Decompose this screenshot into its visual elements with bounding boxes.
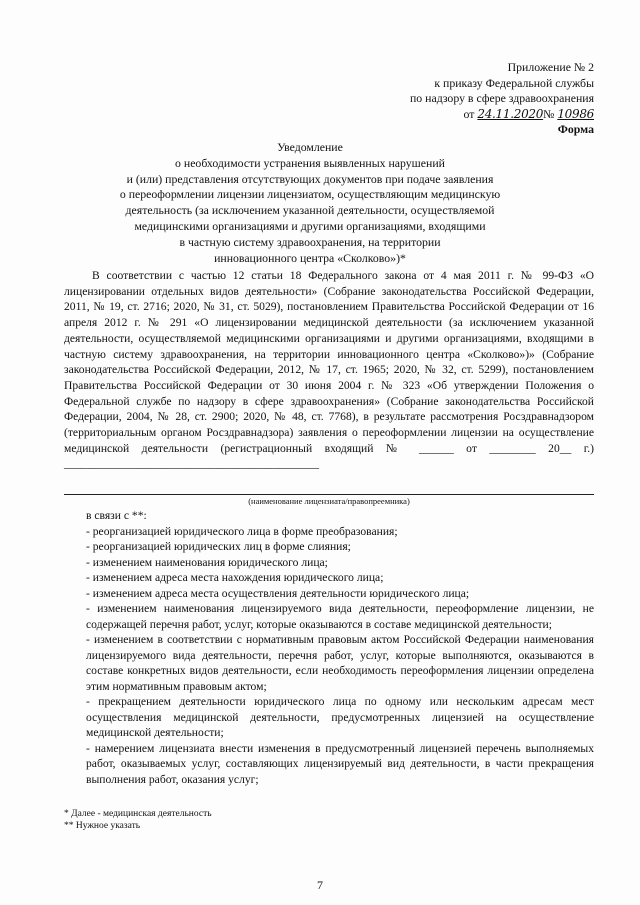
title-line: в частную систему здравоохранения, на территории: [179, 234, 441, 249]
list-item: - реорганизацией юридического лица в форме преобразования;: [86, 524, 398, 538]
handwritten-number: 10986: [557, 106, 594, 121]
list-item: - реорганизацией юридических лиц в форме слияния;: [86, 540, 351, 553]
licensee-name-caption: (наименование лицензиата/правопреемника): [248, 496, 410, 506]
title-line: Уведомление: [277, 140, 343, 154]
number-sign: №: [543, 106, 555, 121]
list-item: - прекращением деятельности юридического лица по одному или нескольким адресам мест осуществления медицинской деятельности, предусмотренных лицензией на осуществление медицинской деятельности;: [86, 695, 594, 739]
list-item: - изменением адреса места осуществления деятельности юридического лица;: [86, 586, 470, 600]
appendix-header: [410, 60, 594, 138]
page-number: 7: [317, 878, 323, 892]
licensee-name-field-line: [64, 494, 594, 495]
footnote: * Далее - медицинская деятельность: [64, 809, 212, 819]
document-title: [100, 140, 520, 266]
title-line: о переоформлении лицензии лицензиатом, осуществляющим медицинскую: [119, 187, 501, 202]
list-item: - намерением лицензиата внести изменения в предусмотренный лицензией перечень выполняемых работ, оказываемых услуг, составляющих лицензируемый вид деятельности, в части прекращения выполнения работ, оказания услуг;: [86, 741, 594, 786]
list-intro: в связи с **:: [86, 509, 147, 522]
handwritten-date: 24.11.2020: [477, 106, 544, 121]
form-label: Форма: [557, 122, 594, 136]
title-line: и (или) представления отсутствующих документов при подаче заявления: [126, 171, 494, 186]
title-line: деятельность (за исключением указанной деятельности, осуществляемой: [125, 203, 495, 218]
date-prefix: от: [463, 106, 475, 121]
title-line: о необходимости устранения выявленных нарушений: [175, 155, 445, 170]
list-item: - изменением адреса места нахождения юридического лица;: [86, 571, 384, 584]
reasons-list: [86, 508, 594, 787]
footnotes: [64, 808, 212, 832]
title-line: инновационного центра «Сколково»)*: [214, 250, 406, 265]
footnote: ** Нужное указать: [64, 821, 141, 831]
title-line: медицинскими организациями и другими организациями, входящими: [134, 218, 486, 233]
list-item: - изменением наименования юридического лица;: [86, 555, 328, 569]
list-item: - изменением наименования лицензируемого вида деятельности, переоформление лицензии, не содержащей перечня работ, услуг, которые оказываются в составе медицинской деятельности;: [86, 602, 594, 631]
order-reference-line: к приказу Федеральной службы: [434, 75, 594, 90]
appendix-number: Приложение № 2: [507, 60, 594, 74]
order-reference-line: по надзору в сфере здравоохранения: [409, 91, 594, 105]
order-date-line: [410, 107, 594, 123]
main-paragraph: В соответствии с частью 12 статьи 18 Федерального закона от 4 мая 2011 г. № 99-ФЗ «О лицензировании отдельных видов деятельности» (Собрание законодательства Российской Федерации, 2011, № 19, ст. 2716; 2020, № 31, ст. 5029), постановлением Правительства Российской Федерации от 16 апреля 2012 г. № 291 «О лицензировании медицинской деятельности (за исключением указанной деятельности, осуществляемой медицинскими организациями и другими организациями, входящими в частную систему здравоохранения, на территории инновационного центра «Сколково»)» (Собрание законодательства Российской Федерации, 2012, № 17, ст. 1965; 2020, № 32, ст. 5299), постановлением Правительства Российской Федерации от 30 июня 2004 г. № 323 «Об утверждении Положения о Федеральной службе по надзору в сфере здравоохранения» (Собрание законодательства Российской Федерации, 2004, № 28, ст. 2900; 2020, № 48, ст. 7768), в результате рассмотрения Росздравнадзором (территориальным органом Росздравнадзора) заявления о переоформлении лицензии на осуществление медицинской деятельности (регистрационный входящий № ______ от ________ 20__ г.) ____________________________________________: [64, 269, 594, 471]
list-item: - изменением в соответствии с нормативным правовым актом Российской Федерации наименования лицензируемого вида деятельности, перечня работ, услуг, которые выполняются, оказываются в составе конкретных видов деятельности, если необходимость переоформления лицензии определена этим нормативным правовым актом;: [86, 633, 594, 693]
